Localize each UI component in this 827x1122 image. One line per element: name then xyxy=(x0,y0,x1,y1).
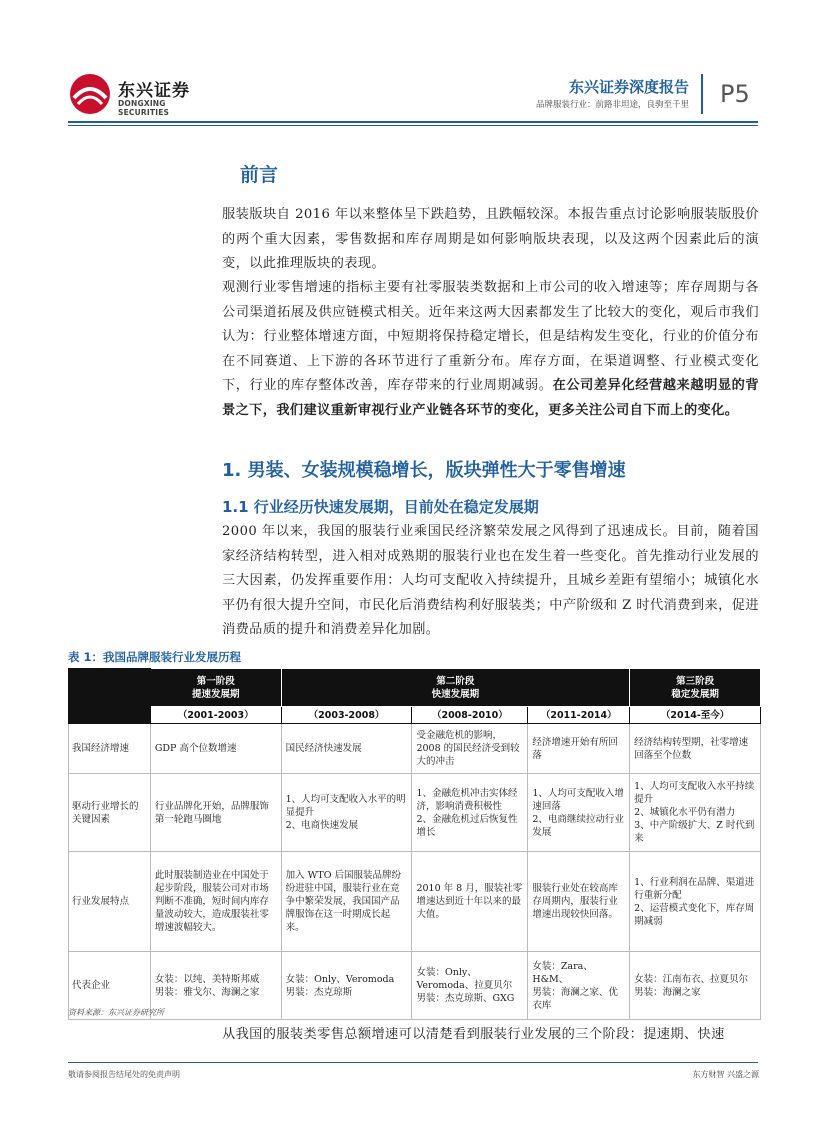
table-corner-2 xyxy=(69,707,151,724)
table-row xyxy=(69,774,761,852)
table-cell: 2010 年 8 月，服装社零增速达到近十年以来的最大值。 xyxy=(412,852,528,952)
section-1-heading: 1. 男装、女装规模稳增长，版块弹性大于零售增速 xyxy=(222,460,626,481)
header-rule xyxy=(68,121,758,123)
row-label: 我国经济增速 xyxy=(69,724,151,774)
dongxing-logo-icon xyxy=(68,72,112,116)
footer-disclaimer: 敬请参阅报告结尾处的免责声明 xyxy=(68,1070,180,1079)
table-corner xyxy=(69,669,151,707)
table-cell: 女装：江南布衣、拉夏贝尔 男装：海澜之家 xyxy=(630,952,761,1020)
page-number: P5 xyxy=(720,80,750,108)
stage-2-header: 第二阶段 快速发展期 xyxy=(281,669,630,707)
footer-rule xyxy=(68,1062,758,1063)
row-label: 行业发展特点 xyxy=(69,852,151,952)
intro-p2-normal: 观测行业零售增速的指标主要有社零服装类数据和上市公司的收入增速等；库存周期与各公司渠道拓展及供应链模式相关。近年来这两大因素都发生了比较大的变化，观后市我们认为：行业整体增速方面，中短期将保持稳定增长，但是结构发生变化，行业的价值分布在不同赛道、上下游的各环节进行了重新分布。库存方面，在渠道调整、行业模式变化下，行业的库存整体改善，库存带来的行业周期减弱。 xyxy=(222,280,759,394)
intro-paragraph-2 xyxy=(222,276,759,424)
header-rule-thin xyxy=(68,125,758,126)
header-divider xyxy=(701,74,703,114)
page-header xyxy=(0,0,827,130)
table-cell: 经济增速开始有所回落 xyxy=(528,724,630,774)
logo-en-text: DONGXING SECURITIES xyxy=(118,99,170,117)
table-period-row xyxy=(69,707,761,724)
table-row xyxy=(69,952,761,1020)
period-cell: （2014-至今） xyxy=(630,707,761,724)
development-table xyxy=(68,668,761,1020)
row-label: 代表企业 xyxy=(69,952,151,1020)
table-cell: 1、行业利润在品牌、渠道进行重新分配 2、运营模式变化下，库存周期减弱 xyxy=(630,852,761,952)
period-cell: （2001-2003） xyxy=(150,707,281,724)
table-row xyxy=(69,724,761,774)
table-cell: 经济结构转型期，社零增速回落至个位数 xyxy=(630,724,761,774)
section-1-paragraph: 2000 年以来，我国的服装行业乘国民经济繁荣发展之风得到了迅速成长。目前，随着国家经济结构转型，进入相对成熟期的服装行业也在发生着一些变化。首先推动行业发展的三大因素，仍发挥重要作用：人均可支配收入持续提升，且城乡差距有望缩小；城镇化水平仍有很大提升空间，市民化后消费结构利好服装类；中产阶级和 Z 时代消费到来，促进消费品质的提升和消费差异化加剧。 xyxy=(222,524,759,638)
table-cell: 1、金融危机冲击实体经济，影响消费积极性 2、金融危机过后恢复性增长 xyxy=(412,774,528,852)
table-cell: 加入 WTO 后国服装品牌纷纷进驻中国，服装行业在竞争中繁荣发展，我国国产品牌服饰在这一时期成长起来。 xyxy=(281,852,412,952)
table-cell: 女装：以纯、美特斯邦威 男装：雅戈尔、海澜之家 xyxy=(150,952,281,1020)
table-cell: 1、人均可支配收入水平持续提升 2、城镇化水平仍有潜力 3、中产阶级扩大、Z 时代到来 xyxy=(630,774,761,852)
table-stage-row xyxy=(69,669,761,707)
continuation-paragraph: 从我国的服装类零售总额增速可以清楚看到服装行业发展的三个阶段：提速期、快速 xyxy=(222,1027,725,1042)
table-cell: 1、人均可支配收入水平的明显提升 2、电商快速发展 xyxy=(281,774,412,852)
period-cell: （2011-2014） xyxy=(528,707,630,724)
section-1-1-heading: 1.1 行业经历快速发展期，目前处在稳定发展期 xyxy=(222,498,539,516)
table-cell: 受金融危机的影响，2008 的国民经济受到较大的冲击 xyxy=(412,724,528,774)
period-cell: （2008-2010） xyxy=(412,707,528,724)
table-row xyxy=(69,852,761,952)
intro-p2-bold: 在公司差异化经营越来越明显的背景之下，我们建议重新审视行业产业链各环节的变化，更多关注公司自下而上的变化。 xyxy=(222,378,759,418)
table-cell: 女装：Zara、H&M、 男装：海澜之家、优衣库 xyxy=(528,952,630,1020)
report-title: 东兴证券深度报告 xyxy=(568,78,689,96)
intro-heading: 前言 xyxy=(240,164,279,186)
table-source: 资料来源：东兴证券研究所 xyxy=(68,1008,164,1017)
logo-cn-text: 东兴证券 xyxy=(118,81,190,101)
table-cell: 1、人均可支配收入增速回落 2、电商继续拉动行业发展 xyxy=(528,774,630,852)
table-cell: 女装：Only、Veromoda 男装：杰克琼斯 xyxy=(281,952,412,1020)
footer-slogan: 东方财智 兴盛之源 xyxy=(692,1070,759,1079)
report-subtitle: 品牌服装行业：前路非坦途，良驹至千里 xyxy=(535,100,689,110)
table-cell: GDP 高个位数增速 xyxy=(150,724,281,774)
row-label: 驱动行业增长的关键因素 xyxy=(69,774,151,852)
table-cell: 行业品牌化开始，品牌服饰第一轮跑马圈地 xyxy=(150,774,281,852)
table-cell: 服装行业处在较高库存周期内，服装行业增速出现较快回落。 xyxy=(528,852,630,952)
table-title: 表 1：我国品牌服装行业发展历程 xyxy=(68,650,242,664)
stage-1-header: 第一阶段 提速发展期 xyxy=(150,669,281,707)
intro-paragraph-1: 服装版块自 2016 年以来整体呈下跌趋势，且跌幅较深。本报告重点讨论影响服装版股价的两个重大因素，零售数据和库存周期是如何影响版块表现，以及这两个因素此后的演变，以此推理版块的表现。 xyxy=(222,207,759,272)
table-cell: 女装：Only、Veromoda、拉夏贝尔 男装：杰克琼斯、GXG xyxy=(412,952,528,1020)
table-cell: 此时服装制造业在中国处于起步阶段，服装公司对市场判断不准确，短时间内库存量波动较大，造成服装社零增速波幅较大。 xyxy=(150,852,281,952)
table-cell: 国民经济快速发展 xyxy=(281,724,412,774)
company-logo xyxy=(68,72,213,117)
stage-3-header: 第三阶段 稳定发展期 xyxy=(630,669,761,707)
period-cell: （2003-2008） xyxy=(281,707,412,724)
